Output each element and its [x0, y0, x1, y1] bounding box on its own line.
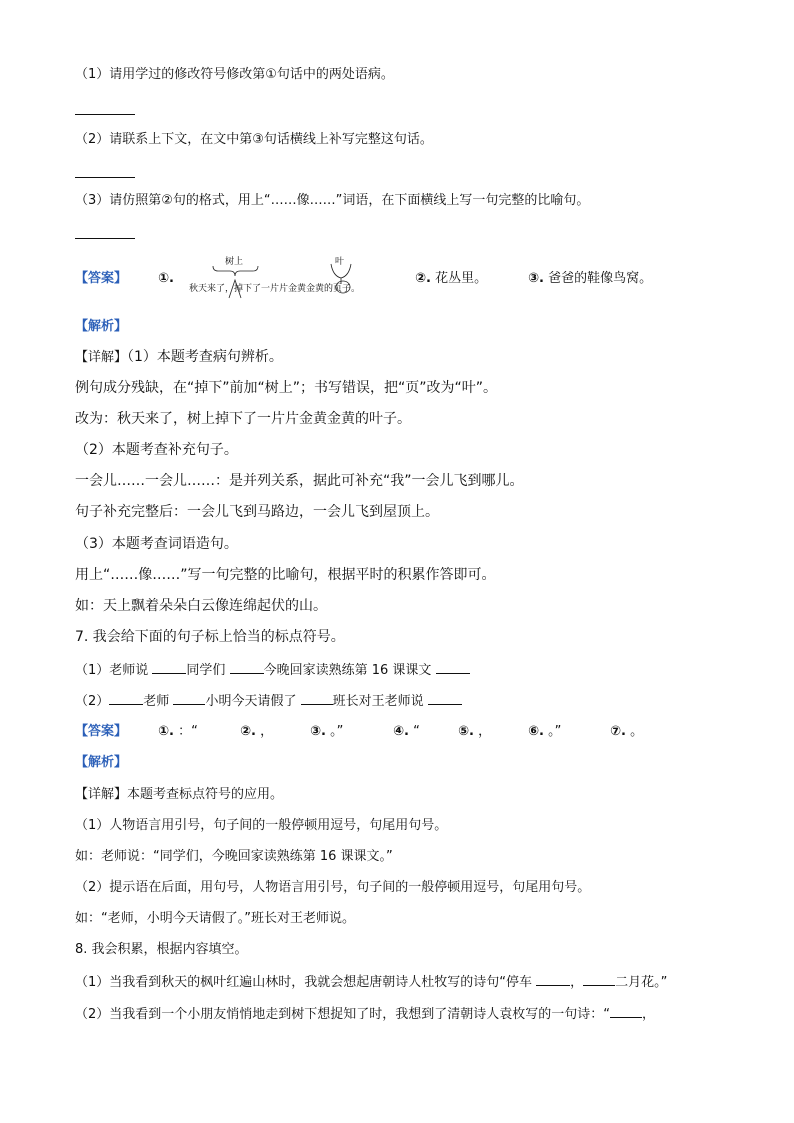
blank-5[interactable] [173, 691, 205, 705]
q6-analysis-line-2: 例句成分残缺，在“掉下”前加“树上”；书写错误，把“页”改为“叶”。 [75, 380, 498, 396]
q6-sub1: （1）请用学过的修改符号修改第①句话中的两处语病。 [75, 67, 394, 82]
answer-text: 爸爸的鞋像鸟窝。 [548, 271, 653, 286]
blank-q8-3[interactable] [610, 1004, 642, 1018]
correct-word: 叶 [335, 257, 345, 267]
q7-analysis-tag: 【解析】 [75, 755, 128, 770]
q7-answer-2: ②. ， [240, 724, 274, 739]
blank-6[interactable] [301, 691, 333, 705]
blank-q8-1[interactable] [536, 972, 570, 986]
blank-3[interactable] [436, 660, 470, 674]
figure-sentence: 秋天来了，掉下了一片片金黄金黄的页子。 [189, 284, 361, 294]
q6-answer-3 [528, 270, 652, 288]
q6-answer-tag: 【答案】 [75, 271, 128, 286]
detail-tag: 【详解】 [75, 787, 128, 802]
answer-number: ①. [158, 271, 174, 286]
q8-sub1: （1）当我看到秋天的枫叶红遍山林时，我就会想起唐朝诗人杜牧写的诗句“停车 ， 二月花。” [75, 972, 667, 992]
q6-sub2-answer-line[interactable] [75, 177, 135, 178]
q7-answer-tag: 【答案】 [75, 724, 128, 739]
q6-analysis-line-1: 【详解】（1）本题考查病句辨析。 [75, 349, 283, 365]
q7-answer-7: ⑦. 。 [610, 724, 644, 739]
q6-sub2: （2）请联系上下文，在文中第③句话横线上补写完整这句话。 [75, 132, 433, 147]
answer-number: ②. [415, 271, 431, 286]
blank-4[interactable] [109, 691, 143, 705]
q6-answer-1 [158, 270, 174, 288]
q8-sub2: （2）当我看到一个小朋友悄悄地走到树下想捉知了时，我想到了清朝诗人袁枚写的一句诗：“ ， [75, 1004, 655, 1024]
q8-title: 8. 我会积累，根据内容填空。 [75, 942, 248, 957]
q6-answer-2 [415, 270, 487, 288]
q7-sub1: （1）老师说 同学们 今晚回家读熟练第 16 课课文 [75, 660, 470, 680]
answer-text: 花丛里。 [435, 271, 488, 286]
q6-sub3-answer-line[interactable] [75, 238, 135, 239]
q6-analysis-line-3: 改为：秋天来了，树上掉下了一片片金黄金黄的叶子。 [75, 411, 411, 427]
q7-analysis-line-5: 如：“老师，小明今天请假了。”班长对王老师说。 [75, 911, 355, 926]
correction-figure [185, 254, 385, 304]
q6-analysis-line-8: 用上“……像……”写一句完整的比喻句，根据平时的积累作答即可。 [75, 567, 496, 583]
correction-marks [185, 254, 385, 304]
q6-analysis-tag: 【解析】 [75, 319, 128, 334]
q6-analysis-line-6: 句子补充完整后：一会儿飞到马路边，一会儿飞到屋顶上。 [75, 504, 439, 520]
blank-7[interactable] [428, 691, 462, 705]
q7-analysis-line-2: （1）人物语言用引号，句子间的一般停顿用逗号，句尾用句号。 [75, 818, 448, 833]
insert-word: 树上 [225, 257, 244, 267]
q6-sub1-answer-line[interactable] [75, 114, 135, 115]
q7-answer-6: ⑥. 。” [528, 724, 562, 739]
q7-analysis-line-4: （2）提示语在后面，用句号，人物语言用引号，句子间的一般停顿用逗号，句尾用句号。 [75, 880, 591, 895]
q6-analysis-line-4: （2）本题考查补充句子。 [75, 442, 238, 458]
q6-analysis-line-7: （3）本题考查词语造句。 [75, 536, 238, 552]
q7-answer-5: ⑤. ， [458, 724, 492, 739]
q6-analysis-line-9: 如：天上飘着朵朵白云像连绵起伏的山。 [75, 598, 327, 614]
q7-analysis-line-3: 如：老师说：“同学们，今晚回家读熟练第 16 课课文。” [75, 849, 393, 864]
q7-title: 7. 我会给下面的句子标上恰当的标点符号。 [75, 629, 345, 645]
q6-analysis-line-5: 一会儿……一会儿……：是并列关系，据此可补充“我”一会儿飞到哪儿。 [75, 473, 524, 489]
q6-sub3: （3）请仿照第②句的格式，用上“……像……”词语，在下面横线上写一句完整的比喻句。 [75, 193, 590, 208]
q7-answer-4: ④. “ [393, 724, 420, 739]
blank-q8-2[interactable] [583, 972, 615, 986]
detail-tag: 【详解】 [75, 350, 128, 365]
q7-answer-3: ③. 。” [310, 724, 344, 739]
blank-2[interactable] [230, 660, 264, 674]
q7-analysis-line-1: 【详解】本题考查标点符号的应用。 [75, 787, 284, 802]
q7-sub2: （2） 老师 小明今天请假了 班长对王老师说 [75, 691, 462, 711]
blank-1[interactable] [152, 660, 186, 674]
q7-answer-1: ①. ：“ [158, 724, 198, 739]
answer-number: ③. [528, 271, 544, 286]
